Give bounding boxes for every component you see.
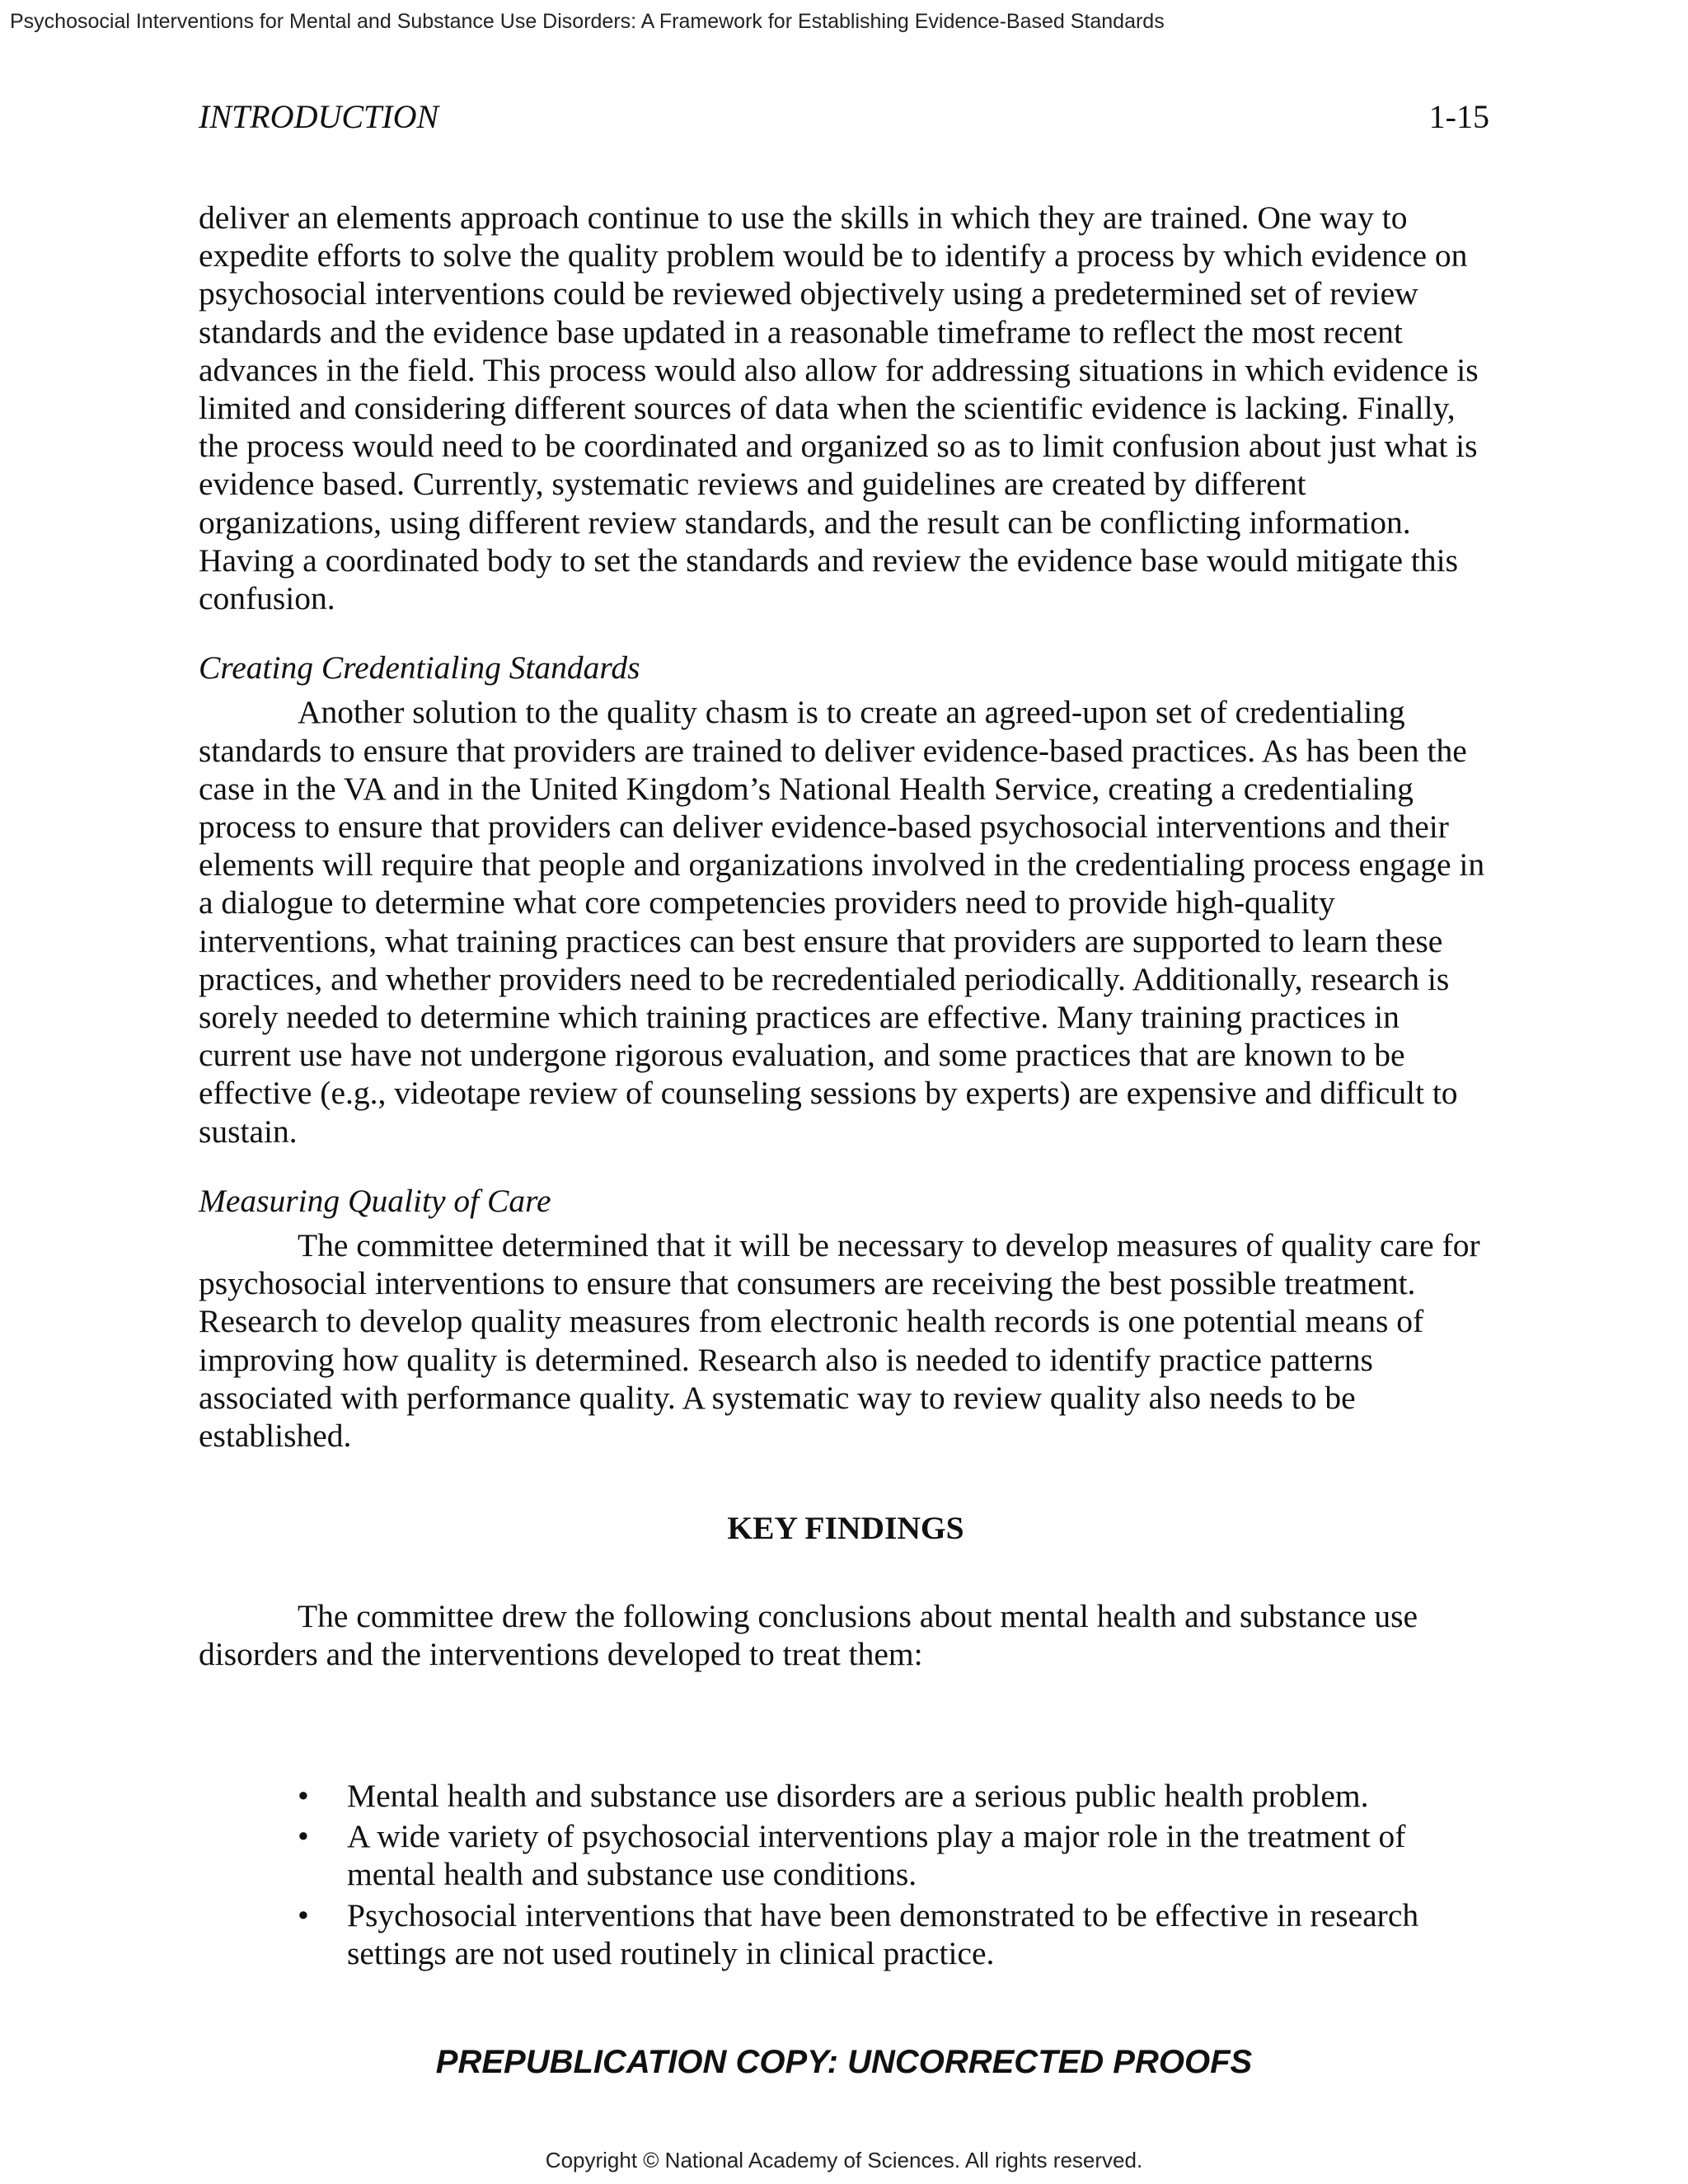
body-paragraph: The committee drew the following conclusions about mental health and substance use disorders and the interventions developed to treat them: [199, 1597, 1418, 1672]
list-item-text: Psychosocial interventions that have been demonstrated to be effective in research settings are not used routinely in clinical practice. [347, 1896, 1419, 1971]
bullet-icon: • [298, 1818, 309, 1855]
body-paragraph: Another solution to the quality chasm is to create an agreed-upon set of credentialing standards to ensure that providers are trained to deliver evidence-based practices. As has been the case in the VA and in the United Kingdom’s National Health Service, creating a credentialing process to ensure that providers can deliver evidence-based psychosocial interventions and their elements will require that people and organizations involved in the credentialing process engage in a dialogue to determine what core competencies providers need to provide high-quality interventions, what training practices can best ensure that providers are supported to learn these practices, and whether providers need to be recredentialed periodically. Additionally, research is sorely needed to determine which training practices are effective. Many training practices in current use have not undergone rigorous evaluation, and some practices that are known to be effective (e.g., videotape review of counseling sessions by experts) are expensive and difficult to sustain. [199, 694, 1485, 1150]
subheading-credentialing: Creating Credentialing Standards [199, 649, 640, 687]
section-heading-key-findings: KEY FINDINGS [727, 1510, 964, 1547]
bullet-icon: • [298, 1896, 309, 1933]
list-item-text: A wide variety of psychosocial interventions play a major role in the treatment of mental health and substance use conditions. [347, 1818, 1406, 1893]
bullet-icon: • [298, 1777, 309, 1814]
prepublication-notice: PREPUBLICATION COPY: UNCORRECTED PROOFS [435, 2044, 1253, 2080]
body-paragraph: The committee determined that it will be necessary to develop measures of quality care for psychosocial interventions to ensure that consumers are receiving the best possible treatment. Research to develop quality measures from electronic health records is one potential means of improving how quality is determined. Research also is needed to identify practice patterns associated with performance quality. A systematic way to review quality also needs to be established. [199, 1227, 1480, 1455]
list-item [298, 1777, 1493, 1815]
page-number: 1-15 [1428, 98, 1489, 135]
running-head-section: INTRODUCTION [199, 98, 439, 135]
list-item [298, 1817, 1493, 1893]
page-body [199, 199, 1493, 1975]
subheading-quality: Measuring Quality of Care [199, 1182, 551, 1219]
copyright-notice: Copyright © National Academy of Sciences. All rights reserved. [545, 2148, 1143, 2172]
running-head [199, 97, 1489, 136]
body-paragraph: deliver an elements approach continue to use the skills in which they are trained. One way to expedite efforts to solve the quality problem would be to identify a process by which evidence on psychosocial interventions could be reviewed objectively using a predetermined set of review standards and the evidence base updated in a reasonable timeframe to reflect the most recent advances in the field. This process would also allow for addressing situations in which evidence is limited and considering different sources of data when the scientific evidence is lacking. Finally, the process would need to be coordinated and organized so as to limit confusion about just what is evidence based. Currently, systematic reviews and guidelines are created by different organizations, using different review standards, and the result can be conflicting information. Having a coordinated body to set the standards and review the evidence base would mitigate this confusion. [199, 199, 1479, 617]
list-item [298, 1896, 1493, 1972]
document-banner: Psychosocial Interventions for Mental and Substance Use Disorders: A Framework for Establishing Evidence-Based Standards [10, 10, 1165, 33]
key-findings-list [199, 1777, 1493, 1972]
list-item-text: Mental health and substance use disorders are a serious public health problem. [347, 1777, 1369, 1814]
